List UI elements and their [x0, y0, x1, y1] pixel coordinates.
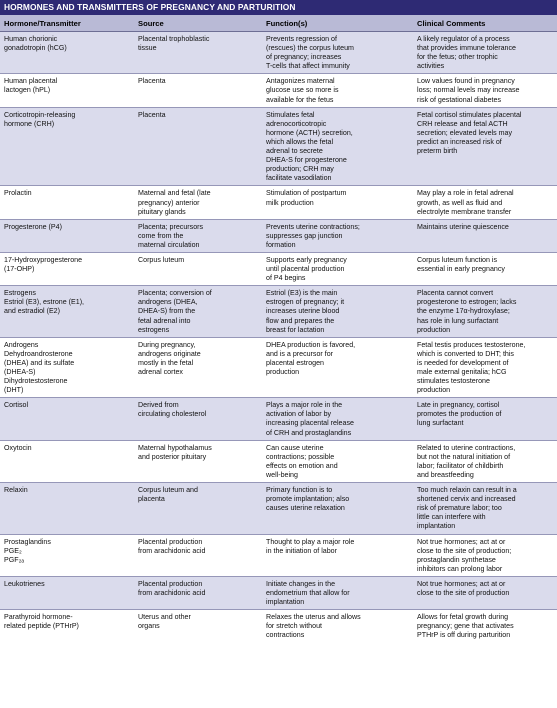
comment-cell: Allows for fetal growth during pregnancy; gene that activates PTHrP is off during parturition — [413, 610, 557, 643]
header-hormone: Hormone/Transmitter — [0, 15, 134, 32]
table-row — [0, 610, 557, 643]
comment-cell: May play a role in fetal adrenal growth, as well as fluid and electrolyte membrane transfer — [413, 186, 557, 219]
hormone-cell: Progesterone (P4) — [0, 219, 134, 252]
hormone-cell: Human placental lactogen (hPL) — [0, 74, 134, 107]
header-clinical-comments: Clinical Comments — [413, 15, 557, 32]
function-cell: Stimulates fetal adrenocorticotropic hormone (ACTH) secretion, which allows the fetal adrenal to secrete DHEA-S for progesterone production; CRH may facilitate vasodilation — [262, 107, 413, 186]
comment-cell: Not true hormones; act at or close to the site of production; prostaglandin synthetase inhibitors can prolong labor — [413, 534, 557, 576]
source-cell: Placenta; precursors come from the maternal circulation — [134, 219, 262, 252]
hormone-cell: Prolactin — [0, 186, 134, 219]
function-cell: DHEA production is favored, and is a precursor for placental estrogen production — [262, 337, 413, 398]
source-cell: Maternal and fetal (late pregnancy) anterior pituitary glands — [134, 186, 262, 219]
hormone-cell: Androgens Dehydroandrosterone (DHEA) and its sulfate (DHEA-S) Dihydrotestosterone (DHT) — [0, 337, 134, 398]
header-source: Source — [134, 15, 262, 32]
function-cell: Thought to play a major role in the initiation of labor — [262, 534, 413, 576]
source-cell: Corpus luteum — [134, 252, 262, 285]
comment-cell: Too much relaxin can result in a shortened cervix and increased risk of premature labor; too little can interfere with implantation — [413, 483, 557, 534]
table-row — [0, 107, 557, 186]
source-cell: Placenta — [134, 107, 262, 186]
header-functions: Function(s) — [262, 15, 413, 32]
table-row — [0, 534, 557, 576]
comment-cell: Fetal testis produces testosterone, which is converted to DHT; this is needed for development of male external genitalia; hCG stimulates testosterone production — [413, 337, 557, 398]
table-row — [0, 440, 557, 482]
function-cell: Prevents uterine contractions; suppresses gap junction formation — [262, 219, 413, 252]
hormone-cell: Parathyroid hormone- related peptide (PTHrP) — [0, 610, 134, 643]
comment-cell: Not true hormones; act at or close to the site of production — [413, 576, 557, 609]
function-cell: Prevents regression of (rescues) the corpus luteum of pregnancy; increases T-cells that affect immunity — [262, 32, 413, 74]
source-cell: During pregnancy, androgens originate mostly in the fetal adrenal cortex — [134, 337, 262, 398]
source-cell: Derived from circulating cholesterol — [134, 398, 262, 440]
source-cell: Placental trophoblastic tissue — [134, 32, 262, 74]
hormone-cell: Human chorionic gonadotropin (hCG) — [0, 32, 134, 74]
comment-cell: Fetal cortisol stimulates placental CRH release and fetal ACTH secretion; elevated levels may predict an increased risk of preterm birth — [413, 107, 557, 186]
source-cell: Maternal hypothalamus and posterior pituitary — [134, 440, 262, 482]
hormone-cell: Oxytocin — [0, 440, 134, 482]
function-cell: Relaxes the uterus and allows for stretch without contractions — [262, 610, 413, 643]
source-cell: Placenta; conversion of androgens (DHEA, DHEA-S) from the fetal adrenal into estrogens — [134, 286, 262, 337]
hormone-cell: Estrogens Estriol (E3), estrone (E1), and estradiol (E2) — [0, 286, 134, 337]
table-row — [0, 186, 557, 219]
table-row — [0, 483, 557, 534]
table-title: HORMONES AND TRANSMITTERS OF PREGNANCY AND PARTURITION — [0, 0, 557, 15]
source-cell: Placental production from arachidonic acid — [134, 534, 262, 576]
hormone-cell: Cortisol — [0, 398, 134, 440]
function-cell: Antagonizes maternal glucose use so more is available for the fetus — [262, 74, 413, 107]
hormone-cell: Prostaglandins PGE₂ PGF₂ₐ — [0, 534, 134, 576]
comment-cell: A likely regulator of a process that provides immune tolerance for the fetus; other trophic activities — [413, 32, 557, 74]
table-row — [0, 252, 557, 285]
function-cell: Plays a major role in the activation of labor by increasing placental release of CRH and prostaglandins — [262, 398, 413, 440]
hormones-table — [0, 15, 557, 642]
comment-cell: Placenta cannot convert progesterone to estrogen; lacks the enzyme 17α-hydroxylase; has role in lung surfactant production — [413, 286, 557, 337]
function-cell: Initiate changes in the endometrium that allow for implantation — [262, 576, 413, 609]
table-row — [0, 286, 557, 337]
function-cell: Stimulation of postpartum milk production — [262, 186, 413, 219]
function-cell: Primary function is to promote implantation; also causes uterine relaxation — [262, 483, 413, 534]
function-cell: Supports early pregnancy until placental production of P4 begins — [262, 252, 413, 285]
function-cell: Can cause uterine contractions; possible effects on emotion and well-being — [262, 440, 413, 482]
comment-cell: Low values found in pregnancy loss; normal levels may increase risk of gestational diabetes — [413, 74, 557, 107]
source-cell: Placenta — [134, 74, 262, 107]
comment-cell: Late in pregnancy, cortisol promotes the production of lung surfactant — [413, 398, 557, 440]
comment-cell: Related to uterine contractions, but not the natural initiation of labor; facilitator of childbirth and breastfeeding — [413, 440, 557, 482]
hormone-cell: 17-Hydroxyprogesterone (17-OHP) — [0, 252, 134, 285]
table-header-row — [0, 15, 557, 32]
hormone-cell: Leukotrienes — [0, 576, 134, 609]
source-cell: Placental production from arachidonic acid — [134, 576, 262, 609]
table-row — [0, 32, 557, 74]
table-row — [0, 398, 557, 440]
source-cell: Corpus luteum and placenta — [134, 483, 262, 534]
hormone-cell: Corticotropin-releasing hormone (CRH) — [0, 107, 134, 186]
source-cell: Uterus and other organs — [134, 610, 262, 643]
function-cell: Estriol (E3) is the main estrogen of pregnancy; it increases uterine blood flow and prepares the breast for lactation — [262, 286, 413, 337]
comment-cell: Corpus luteum function is essential in early pregnancy — [413, 252, 557, 285]
table-row — [0, 576, 557, 609]
table-row — [0, 219, 557, 252]
table-row — [0, 337, 557, 398]
table-row — [0, 74, 557, 107]
hormone-cell: Relaxin — [0, 483, 134, 534]
comment-cell: Maintains uterine quiescence — [413, 219, 557, 252]
